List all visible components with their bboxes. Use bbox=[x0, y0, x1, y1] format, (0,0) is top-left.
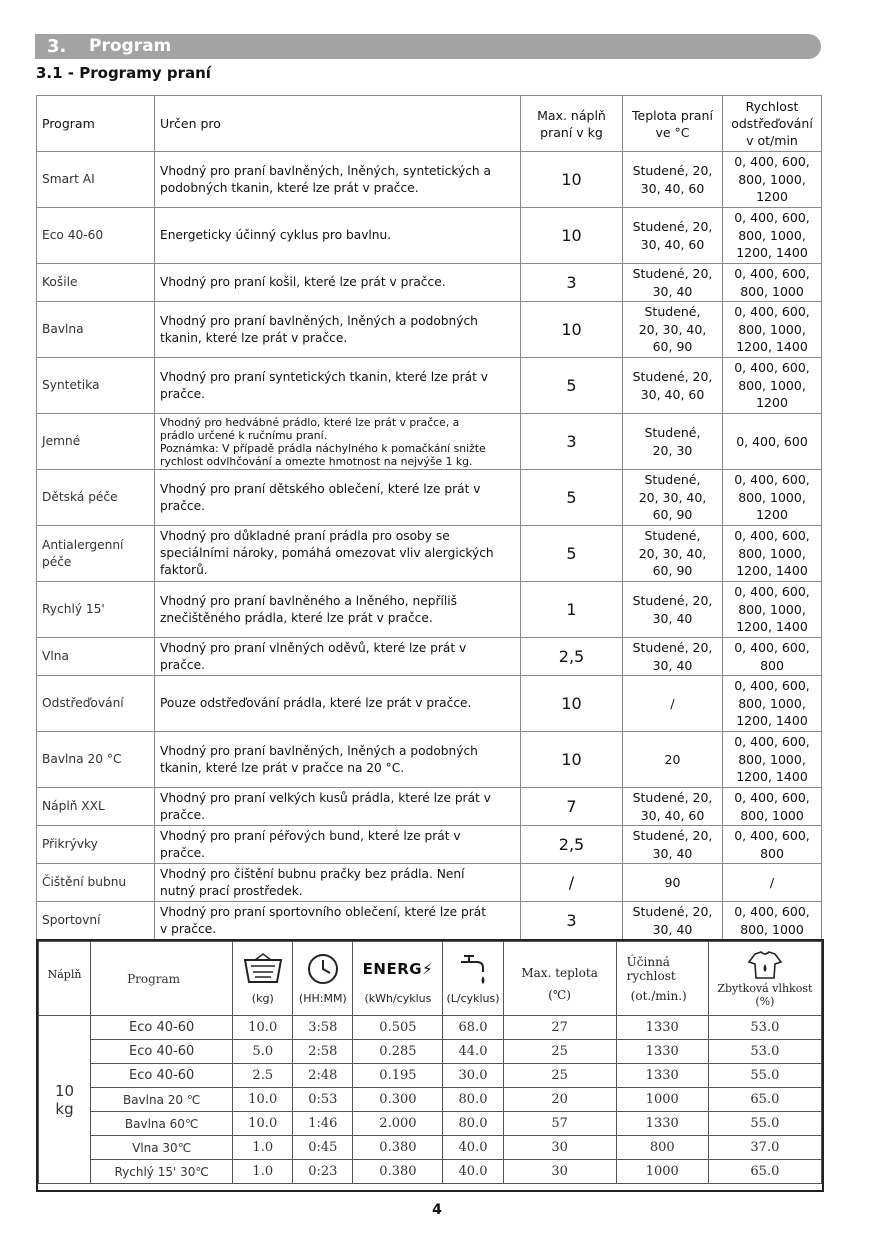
consumption-water: 40.0 bbox=[443, 1160, 503, 1184]
header-napln: Náplň bbox=[39, 942, 91, 1016]
consumption-header-row bbox=[39, 942, 822, 1016]
program-description: Pouze odstřeďování prádla, které lze prát v pračce. bbox=[155, 676, 521, 732]
program-name: Čištění bubnu bbox=[37, 864, 155, 902]
program-name: Syntetika bbox=[37, 358, 155, 414]
program-temperature: Studené, 20, 30, 40, 60 bbox=[623, 788, 723, 826]
consumption-program: Bavlna 20 ℃ bbox=[91, 1088, 233, 1112]
program-name: Bavlna bbox=[37, 302, 155, 358]
consumption-row bbox=[39, 1040, 822, 1064]
consumption-moisture: 65.0 bbox=[708, 1088, 821, 1112]
program-row bbox=[37, 788, 822, 826]
program-max-load: 3 bbox=[521, 414, 623, 470]
consumption-time: 3:58 bbox=[293, 1016, 353, 1040]
section-title: Program bbox=[89, 36, 172, 56]
program-spin-speed: 0, 400, 600, 800 bbox=[723, 638, 822, 676]
header-spin-speed: Rychlost odstřeďování v ot/min bbox=[723, 96, 822, 152]
program-temperature: / bbox=[623, 676, 723, 732]
section-number: 3. bbox=[47, 36, 67, 57]
program-temperature: Studené, 20, 30, 40, 60 bbox=[623, 152, 723, 208]
consumption-kg: 5.0 bbox=[233, 1040, 293, 1064]
program-temperature: Studené, 20, 30, 40 bbox=[623, 826, 723, 864]
consumption-kg: 2.5 bbox=[233, 1064, 293, 1088]
consumption-program: Eco 40-60 bbox=[91, 1016, 233, 1040]
program-name: Náplň XXL bbox=[37, 788, 155, 826]
header-temperature: Teplota praní ve °C bbox=[623, 96, 723, 152]
program-max-load: 5 bbox=[521, 358, 623, 414]
program-name: Eco 40-60 bbox=[37, 208, 155, 264]
program-max-load: 7 bbox=[521, 788, 623, 826]
consumption-energy: 2.000 bbox=[353, 1112, 443, 1136]
consumption-program: Vlna 30℃ bbox=[91, 1136, 233, 1160]
consumption-temp: 25 bbox=[503, 1064, 616, 1088]
subsection-title: 3.1 - Programy praní bbox=[36, 64, 211, 82]
consumption-time: 2:48 bbox=[293, 1064, 353, 1088]
program-spin-speed: 0, 400, 600, 800, 1000, 1200, 1400 bbox=[723, 302, 822, 358]
header-max-temp: Max. teplota (℃) bbox=[503, 942, 616, 1016]
program-row bbox=[37, 152, 822, 208]
program-description: Vhodný pro praní bavlněných, lněných a podobných tkanin, které lze prát v pračce. bbox=[155, 302, 521, 358]
consumption-speed: 1330 bbox=[616, 1064, 708, 1088]
program-max-load: 10 bbox=[521, 732, 623, 788]
program-spin-speed: 0, 400, 600, 800, 1000 bbox=[723, 264, 822, 302]
clock-icon bbox=[305, 952, 341, 986]
program-description: Vhodný pro čištění bubnu pračky bez prádla. Není nutný prací prostředek. bbox=[155, 864, 521, 902]
header-load: Max. náplň praní v kg bbox=[521, 96, 623, 152]
program-temperature: Studené, 20, 30, 40, 60, 90 bbox=[623, 470, 723, 526]
section-header-bar bbox=[35, 34, 821, 59]
program-row bbox=[37, 358, 822, 414]
consumption-time: 2:58 bbox=[293, 1040, 353, 1064]
program-max-load: 2,5 bbox=[521, 826, 623, 864]
program-name: Vlna bbox=[37, 638, 155, 676]
consumption-moisture: 65.0 bbox=[708, 1160, 821, 1184]
consumption-speed: 1330 bbox=[616, 1016, 708, 1040]
header-water: (L/cyklus) bbox=[443, 942, 503, 1016]
program-description: Vhodný pro praní bavlněného a lněného, nepříliš znečištěného prádla, které lze prát v pračce. bbox=[155, 582, 521, 638]
program-description: Energeticky účinný cyklus pro bavlnu. bbox=[155, 208, 521, 264]
consumption-temp: 30 bbox=[503, 1136, 616, 1160]
shirt-moisture-icon bbox=[747, 950, 783, 982]
consumption-kg: 10.0 bbox=[233, 1112, 293, 1136]
program-description: Vhodný pro praní bavlněných, lněných a podobných tkanin, které lze prát v pračce na 20 °C. bbox=[155, 732, 521, 788]
consumption-row bbox=[39, 1064, 822, 1088]
consumption-table-frame bbox=[36, 939, 824, 1192]
program-max-load: 2,5 bbox=[521, 638, 623, 676]
consumption-water: 40.0 bbox=[443, 1136, 503, 1160]
consumption-energy: 0.285 bbox=[353, 1040, 443, 1064]
program-row bbox=[37, 826, 822, 864]
consumption-table bbox=[38, 941, 822, 1184]
program-table-header bbox=[37, 96, 822, 152]
program-name: Přikrývky bbox=[37, 826, 155, 864]
program-spin-speed: / bbox=[723, 864, 822, 902]
program-name: Odstřeďování bbox=[37, 676, 155, 732]
consumption-kg: 1.0 bbox=[233, 1160, 293, 1184]
consumption-row bbox=[39, 1136, 822, 1160]
consumption-row bbox=[39, 1112, 822, 1136]
consumption-energy: 0.380 bbox=[353, 1160, 443, 1184]
program-row bbox=[37, 208, 822, 264]
consumption-speed: 800 bbox=[616, 1136, 708, 1160]
laundry-basket-icon bbox=[241, 952, 285, 986]
header-load-kg: (kg) bbox=[233, 942, 293, 1016]
consumption-water: 68.0 bbox=[443, 1016, 503, 1040]
program-name: Antialergenní péče bbox=[37, 526, 155, 582]
program-spin-speed: 0, 400, 600 bbox=[723, 414, 822, 470]
consumption-speed: 1330 bbox=[616, 1112, 708, 1136]
program-description: Vhodný pro praní vlněných oděvů, které lze prát v pračce. bbox=[155, 638, 521, 676]
program-description: Vhodný pro hedvábné prádlo, které lze prát v pračce, a prádlo určené k ručnímu praní. Poznámka: V případě prádla náchylného k pomačkání snižte rychlost odvlhčování a omezte hmotnost na nejvýše 1 kg. bbox=[155, 414, 521, 470]
page-number: 4 bbox=[432, 1202, 442, 1218]
program-temperature: Studené, 20, 30 bbox=[623, 414, 723, 470]
consumption-program: Bavlna 60℃ bbox=[91, 1112, 233, 1136]
program-temperature: 20 bbox=[623, 732, 723, 788]
program-row bbox=[37, 676, 822, 732]
program-spin-speed: 0, 400, 600, 800, 1000, 1200, 1400 bbox=[723, 582, 822, 638]
consumption-speed: 1000 bbox=[616, 1160, 708, 1184]
consumption-moisture: 55.0 bbox=[708, 1112, 821, 1136]
program-name: Jemné bbox=[37, 414, 155, 470]
program-spin-speed: 0, 400, 600, 800 bbox=[723, 826, 822, 864]
program-max-load: 3 bbox=[521, 264, 623, 302]
program-description: Vhodný pro praní syntetických tkanin, které lze prát v pračce. bbox=[155, 358, 521, 414]
program-max-load: 10 bbox=[521, 152, 623, 208]
program-name: Dětská péče bbox=[37, 470, 155, 526]
header-duration: (HH:MM) bbox=[293, 942, 353, 1016]
consumption-moisture: 55.0 bbox=[708, 1064, 821, 1088]
program-description: Vhodný pro praní košil, které lze prát v pračce. bbox=[155, 264, 521, 302]
program-row bbox=[37, 864, 822, 902]
program-max-load: 10 bbox=[521, 208, 623, 264]
consumption-time: 0:23 bbox=[293, 1160, 353, 1184]
consumption-moisture: 37.0 bbox=[708, 1136, 821, 1160]
program-description: Vhodný pro praní sportovního oblečení, které lze prát v pračce. bbox=[155, 902, 521, 940]
consumption-moisture: 53.0 bbox=[708, 1040, 821, 1064]
program-name: Sportovní bbox=[37, 902, 155, 940]
program-spin-speed: 0, 400, 600, 800, 1000, 1200, 1400 bbox=[723, 676, 822, 732]
header-program: Program bbox=[91, 942, 233, 1016]
program-max-load: 5 bbox=[521, 526, 623, 582]
program-table bbox=[36, 95, 822, 940]
program-spin-speed: 0, 400, 600, 800, 1000, 1200, 1400 bbox=[723, 732, 822, 788]
consumption-temp: 57 bbox=[503, 1112, 616, 1136]
consumption-speed: 1000 bbox=[616, 1088, 708, 1112]
consumption-program: Eco 40-60 bbox=[91, 1064, 233, 1088]
consumption-time: 0:45 bbox=[293, 1136, 353, 1160]
program-name: Košile bbox=[37, 264, 155, 302]
consumption-kg: 10.0 bbox=[233, 1016, 293, 1040]
consumption-energy: 0.195 bbox=[353, 1064, 443, 1088]
program-spin-speed: 0, 400, 600, 800, 1000, 1200, 1400 bbox=[723, 208, 822, 264]
program-name: Bavlna 20 °C bbox=[37, 732, 155, 788]
program-max-load: 5 bbox=[521, 470, 623, 526]
program-row bbox=[37, 582, 822, 638]
consumption-program: Rychlý 15' 30℃ bbox=[91, 1160, 233, 1184]
consumption-temp: 30 bbox=[503, 1160, 616, 1184]
program-row bbox=[37, 638, 822, 676]
program-description: Vhodný pro důkladné praní prádla pro osoby se speciálními nároky, pomáhá omezovat vliv alergických faktorů. bbox=[155, 526, 521, 582]
program-name: Rychlý 15' bbox=[37, 582, 155, 638]
program-max-load: / bbox=[521, 864, 623, 902]
consumption-row bbox=[39, 1160, 822, 1184]
program-spin-speed: 0, 400, 600, 800, 1000, 1200 bbox=[723, 470, 822, 526]
consumption-kg: 10.0 bbox=[233, 1088, 293, 1112]
program-max-load: 10 bbox=[521, 676, 623, 732]
program-spin-speed: 0, 400, 600, 800, 1000, 1200 bbox=[723, 358, 822, 414]
consumption-temp: 20 bbox=[503, 1088, 616, 1112]
header-spin-efficiency: Účinná rychlost (ot./min.) bbox=[616, 942, 708, 1016]
program-temperature: Studené, 20, 30, 40 bbox=[623, 582, 723, 638]
program-temperature: Studené, 20, 30, 40 bbox=[623, 638, 723, 676]
consumption-water: 44.0 bbox=[443, 1040, 503, 1064]
program-temperature: Studené, 20, 30, 40, 60 bbox=[623, 208, 723, 264]
program-spin-speed: 0, 400, 600, 800, 1000 bbox=[723, 788, 822, 826]
header-energy: ENERG⚡ (kWh/cyklus bbox=[353, 942, 443, 1016]
program-temperature: Studené, 20, 30, 40, 60, 90 bbox=[623, 526, 723, 582]
program-temperature: Studené, 20, 30, 40, 60, 90 bbox=[623, 302, 723, 358]
consumption-energy: 0.300 bbox=[353, 1088, 443, 1112]
consumption-program: Eco 40-60 bbox=[91, 1040, 233, 1064]
program-spin-speed: 0, 400, 600, 800, 1000, 1200, 1400 bbox=[723, 526, 822, 582]
consumption-moisture: 53.0 bbox=[708, 1016, 821, 1040]
program-description: Vhodný pro praní velkých kusů prádla, které lze prát v pračce. bbox=[155, 788, 521, 826]
program-row bbox=[37, 470, 822, 526]
program-description: Vhodný pro praní bavlněných, lněných, syntetických a podobných tkanin, které lze prát v pračce. bbox=[155, 152, 521, 208]
program-temperature: 90 bbox=[623, 864, 723, 902]
consumption-time: 1:46 bbox=[293, 1112, 353, 1136]
program-row bbox=[37, 264, 822, 302]
consumption-time: 0:53 bbox=[293, 1088, 353, 1112]
consumption-row bbox=[39, 1088, 822, 1112]
consumption-water: 80.0 bbox=[443, 1088, 503, 1112]
load-label: 10 kg bbox=[39, 1016, 91, 1184]
program-spin-speed: 0, 400, 600, 800, 1000, 1200 bbox=[723, 152, 822, 208]
consumption-energy: 0.380 bbox=[353, 1136, 443, 1160]
program-spin-speed: 0, 400, 600, 800, 1000 bbox=[723, 902, 822, 940]
water-tap-icon bbox=[455, 952, 491, 986]
header-residual-moisture: Zbytková vlhkost (%) bbox=[708, 942, 821, 1016]
consumption-speed: 1330 bbox=[616, 1040, 708, 1064]
consumption-row bbox=[39, 1016, 822, 1040]
program-max-load: 10 bbox=[521, 302, 623, 358]
program-row bbox=[37, 732, 822, 788]
program-temperature: Studené, 20, 30, 40, 60 bbox=[623, 358, 723, 414]
consumption-water: 30.0 bbox=[443, 1064, 503, 1088]
header-program: Program bbox=[37, 96, 155, 152]
energy-icon: ENERG⚡ bbox=[362, 960, 434, 978]
consumption-temp: 25 bbox=[503, 1040, 616, 1064]
program-temperature: Studené, 20, 30, 40 bbox=[623, 902, 723, 940]
header-usage: Určen pro bbox=[155, 96, 521, 152]
program-row bbox=[37, 526, 822, 582]
consumption-water: 80.0 bbox=[443, 1112, 503, 1136]
program-max-load: 3 bbox=[521, 902, 623, 940]
program-description: Vhodný pro praní dětského oblečení, které lze prát v pračce. bbox=[155, 470, 521, 526]
program-row bbox=[37, 302, 822, 358]
program-row bbox=[37, 902, 822, 940]
program-name: Smart AI bbox=[37, 152, 155, 208]
consumption-kg: 1.0 bbox=[233, 1136, 293, 1160]
program-temperature: Studené, 20, 30, 40 bbox=[623, 264, 723, 302]
program-description: Vhodný pro praní péřových bund, které lze prát v pračce. bbox=[155, 826, 521, 864]
consumption-temp: 27 bbox=[503, 1016, 616, 1040]
consumption-energy: 0.505 bbox=[353, 1016, 443, 1040]
program-row bbox=[37, 414, 822, 470]
program-max-load: 1 bbox=[521, 582, 623, 638]
